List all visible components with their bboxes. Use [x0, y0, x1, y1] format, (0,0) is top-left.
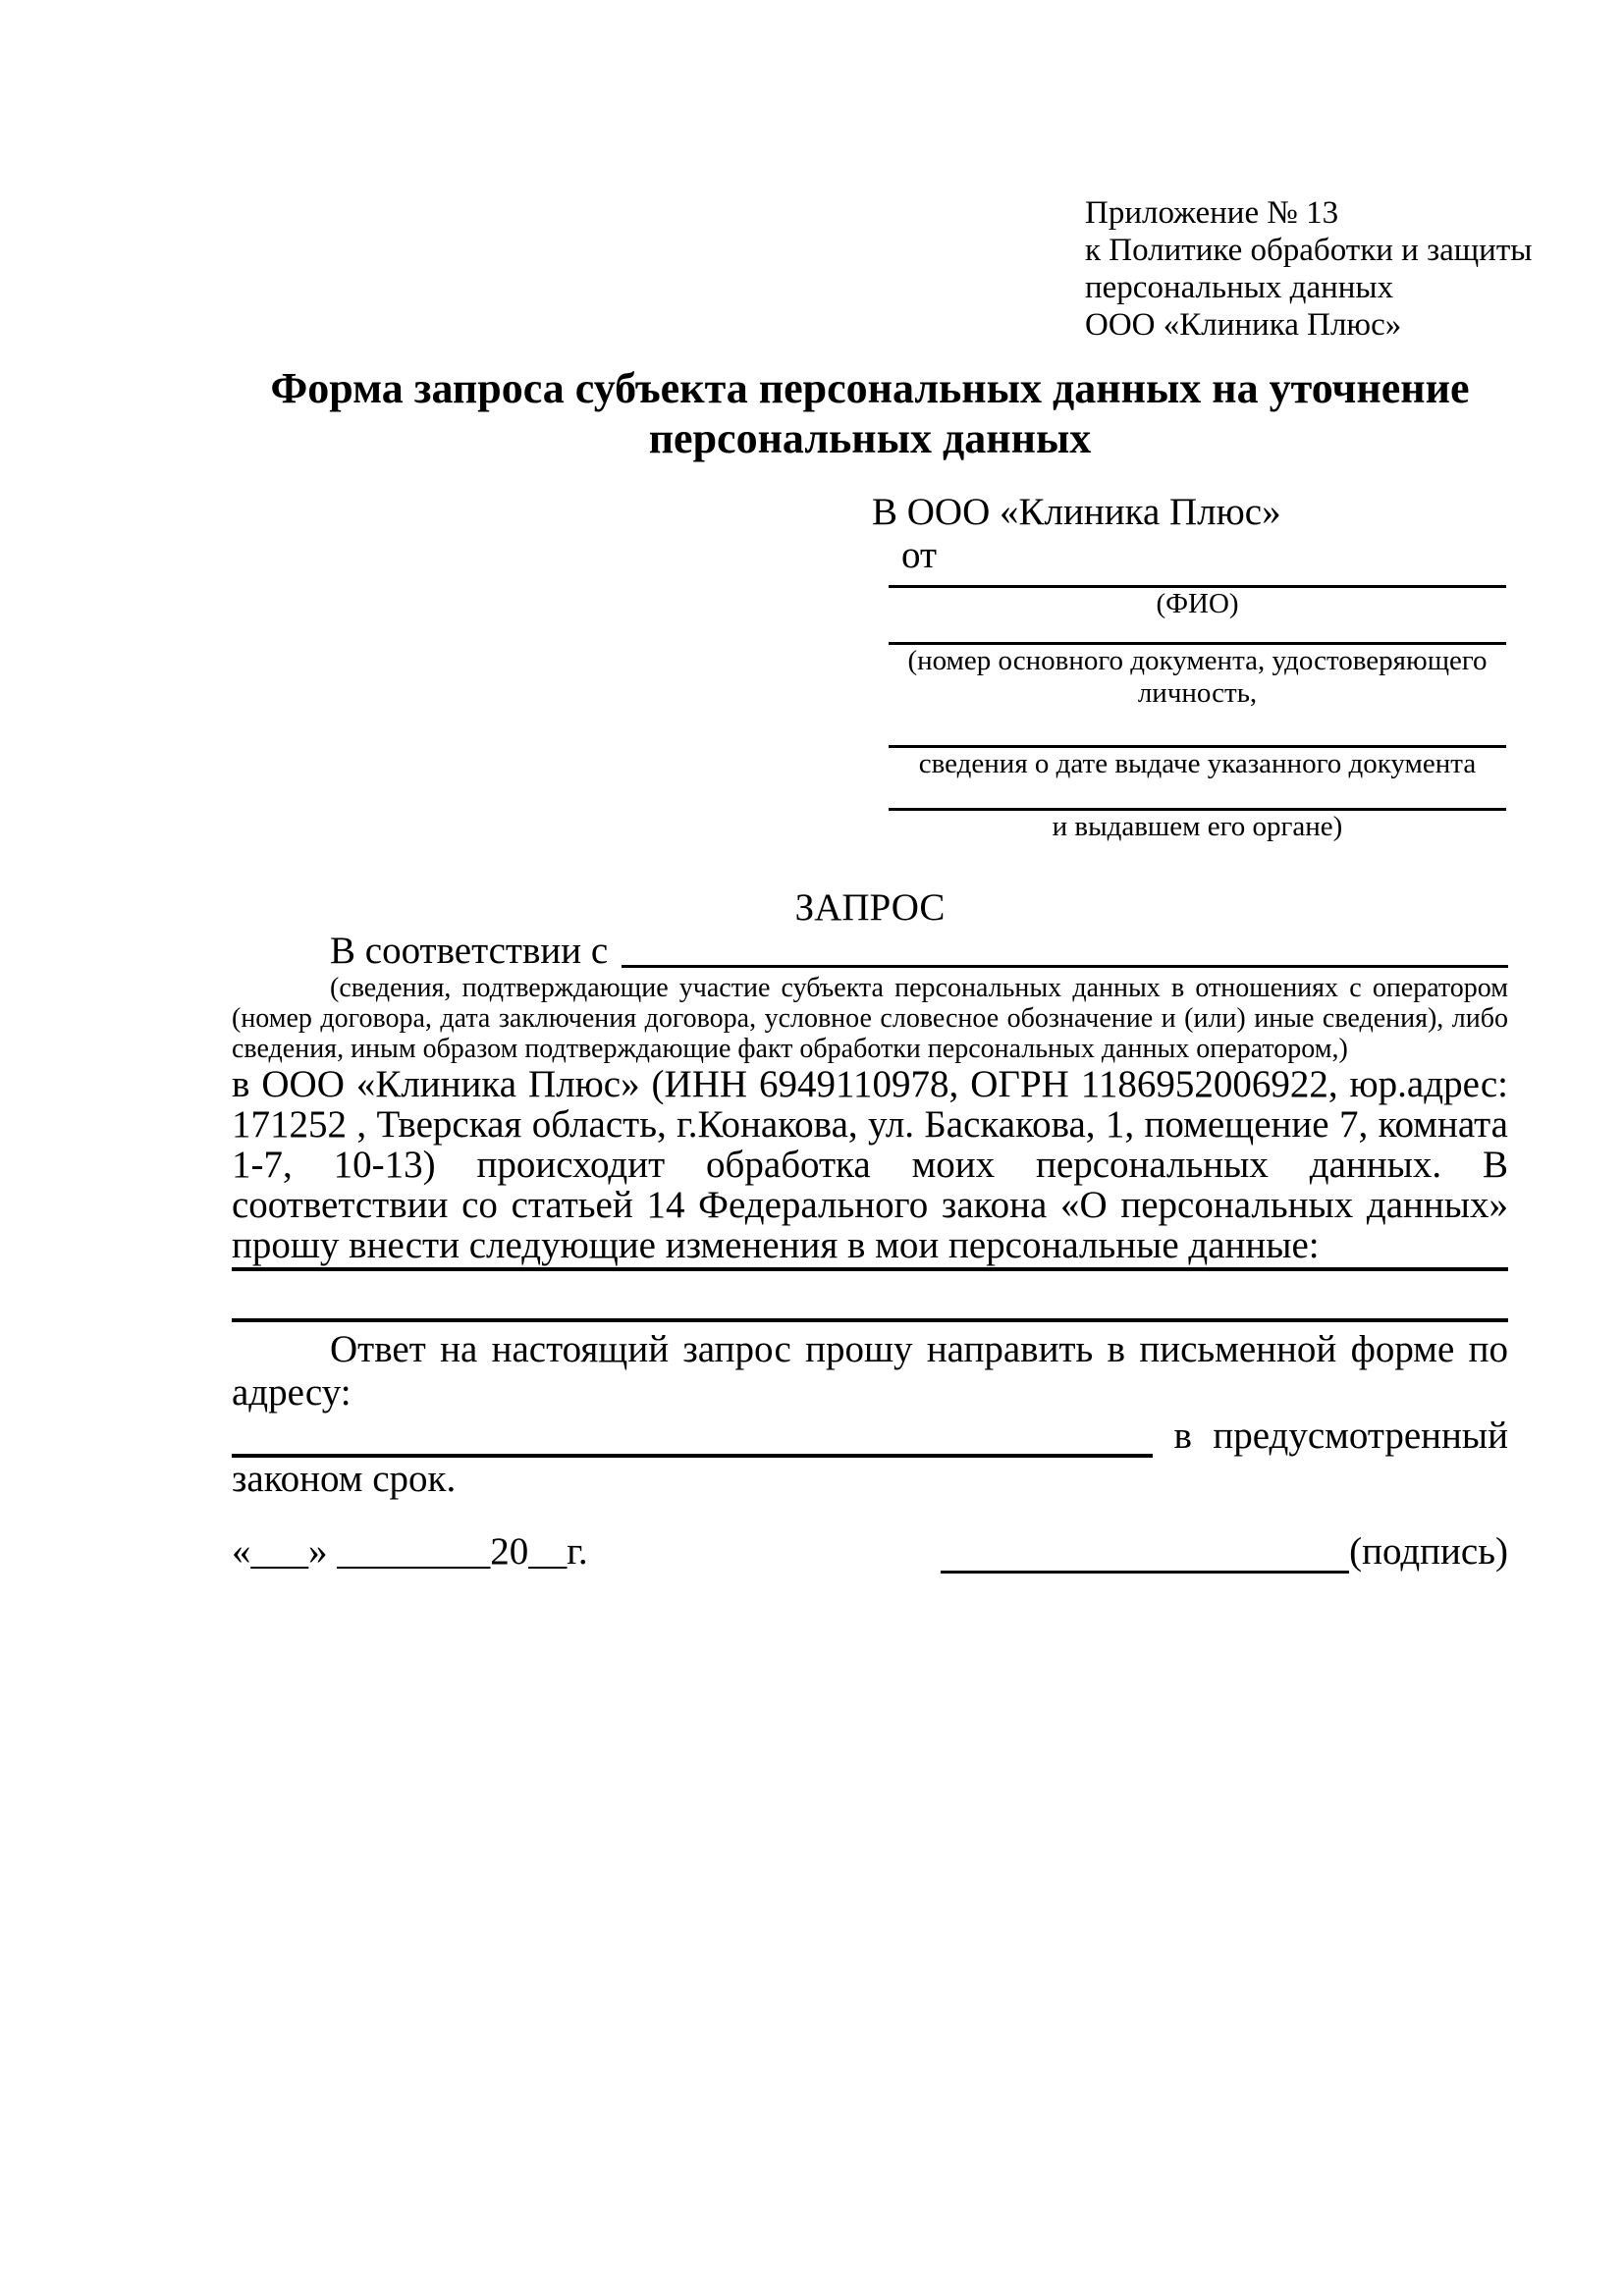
appendix-company: ООО «Клиника Плюс» [1085, 307, 1402, 343]
signature-row [232, 1530, 1508, 1574]
appendix-reference-block [1085, 194, 1533, 344]
blank-line-document-number [889, 620, 1506, 645]
date-fill-in: «___» ________20__г. [232, 1530, 588, 1573]
signature-area [941, 1530, 1508, 1574]
appendix-policy-line: к Политике обработки и защиты [1085, 233, 1533, 268]
field-fio [889, 577, 1506, 620]
appendix-policy-line2: персональных данных [1085, 270, 1394, 305]
reply-end-text: законом срок. [232, 1458, 457, 1500]
document-title-line2: персональных данных [648, 414, 1092, 462]
request-intro-prefix: В соответствии с [330, 930, 609, 972]
caption-issuing-authority: и выдавшем его органе) [1052, 811, 1343, 842]
request-body-paragraph: в ООО «Клиника Плюс» (ИНН 6949110978, ОГРН 1186952006922, юр.адрес: 171252 , Тверская область, г.Конакова, ул. Баскакова, 1, помещение 7, комната 1-7, 10-13) происходит обработка моих персональных данных. В соответствии со статьей 14 Федерального закона «О персональных данных» прошу внести следующие изменения в мои персональные данные: [232, 1063, 1508, 1266]
blank-line-reply-address [232, 1415, 1153, 1458]
blank-line-issuing-authority [889, 780, 1506, 811]
basis-footnote: (сведения, подтверждающие участие субъекта персональных данных в отношениях с оператором (номер договора, дата заключения договора, условное словесное обозначение и (или) иные сведения), либо сведения, иным образом подтверждающие факт обработки персональных данных оператором,) [232, 973, 1508, 1064]
appendix-number: Приложение № 13 [1085, 195, 1339, 231]
field-document-number [889, 620, 1506, 710]
caption-fio: (ФИО) [1156, 588, 1239, 619]
addressee-to: В ООО «Клиника Плюс» [872, 491, 1281, 533]
request-intro-row [232, 930, 1508, 973]
blank-line-fio [889, 577, 1506, 588]
field-issuing-authority [889, 780, 1506, 843]
reply-word-term: предусмотренный [1213, 1415, 1508, 1457]
reply-address-row [232, 1415, 1508, 1458]
document-title [232, 363, 1508, 463]
blank-line-signature [941, 1531, 1349, 1574]
signature-caption: (подпись) [1349, 1530, 1508, 1573]
addressee-block [232, 491, 1508, 843]
field-issue-date [889, 710, 1506, 780]
reply-paragraph: Ответ на настоящий запрос прошу направить в письменной форме по адресу: [232, 1328, 1508, 1414]
request-heading: ЗАПРОС [794, 886, 946, 929]
blank-line-issue-date [889, 710, 1506, 748]
reply-word-in: в [1173, 1415, 1192, 1457]
blank-line-changes-2 [232, 1271, 1508, 1322]
document-title-line1: Форма запроса субъекта персональных данных на уточнение [270, 364, 1470, 412]
addressee-from-label: от [901, 534, 938, 576]
caption-issue-date: сведения о дате выдаче указанного документа [918, 748, 1477, 779]
caption-document-number: (номер основного документа, удостоверяющего личность, [907, 645, 1488, 709]
blank-line-basis [622, 965, 1508, 968]
